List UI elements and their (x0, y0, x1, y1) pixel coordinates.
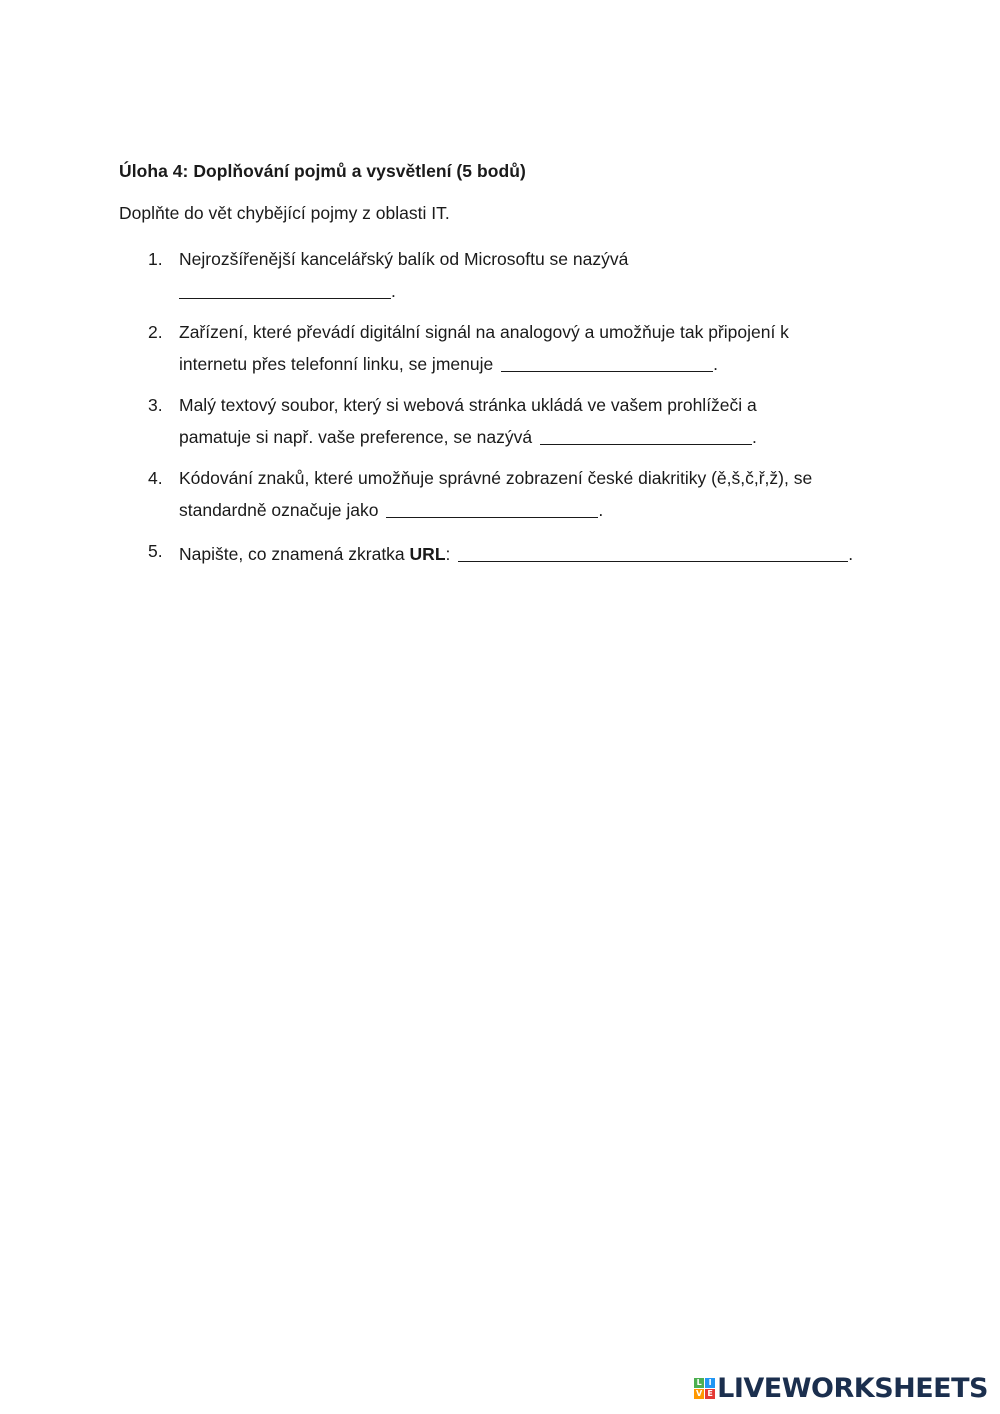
question-line: Zařízení, které převádí digitální signál na analogový a umožňuje tak připojení k (179, 322, 789, 342)
question-item (148, 245, 888, 306)
question-list (148, 245, 888, 581)
answer-blank[interactable] (386, 495, 598, 518)
question-period: . (848, 544, 854, 564)
question-line: Napište, co znamená zkratka (179, 544, 405, 564)
question-number: 4. (148, 468, 163, 488)
logo-text: LIVEWORKSHEETS (717, 1372, 988, 1404)
logo-mark-cell: L (694, 1378, 704, 1388)
logo-mark-icon (694, 1378, 715, 1399)
question-text (179, 464, 888, 525)
question-item (148, 537, 888, 569)
question-line: Malý textový soubor, který si webová stránka ukládá ve vašem prohlížeči a (179, 395, 757, 415)
task-title: Úloha 4: Doplňování pojmů a vysvětlení (5 bodů) (119, 161, 526, 181)
answer-blank[interactable] (540, 422, 752, 445)
question-text (179, 537, 888, 569)
logo-mark-cell: E (705, 1389, 715, 1399)
abbreviation-url: URL (409, 544, 446, 564)
question-period: . (598, 500, 604, 520)
task-intro: Doplňte do vět chybějící pojmy z oblasti IT. (119, 203, 450, 223)
question-item (148, 464, 888, 525)
question-line: Nejrozšířenější kancelářský balík od Microsoftu se nazývá (179, 249, 629, 269)
question-colon: : (445, 544, 451, 564)
question-period: . (713, 354, 718, 374)
question-line: pamatuje si např. vaše preference, se nazývá (179, 427, 533, 447)
question-period: . (391, 281, 396, 301)
question-text (179, 391, 888, 452)
question-line: standardně označuje jako (179, 500, 379, 520)
question-item (148, 318, 888, 379)
question-text (179, 318, 888, 379)
question-number: 5. (148, 541, 163, 561)
question-item (148, 391, 888, 452)
question-text (179, 245, 888, 306)
question-line: internetu přes telefonní linku, se jmenuje (179, 354, 494, 374)
question-number: 3. (148, 395, 163, 415)
question-number: 2. (148, 322, 163, 342)
answer-blank[interactable] (501, 349, 713, 372)
answer-blank[interactable] (458, 539, 848, 562)
answer-blank[interactable] (179, 276, 391, 299)
question-number: 1. (148, 249, 163, 269)
question-line: Kódování znaků, které umožňuje správné zobrazení české diakritiky (ě,š,č,ř,ž), se (179, 468, 813, 488)
liveworksheets-logo[interactable] (694, 1373, 988, 1403)
logo-mark-cell: V (696, 1388, 703, 1398)
logo-mark-cell: I (705, 1378, 715, 1388)
question-period: . (752, 427, 757, 447)
